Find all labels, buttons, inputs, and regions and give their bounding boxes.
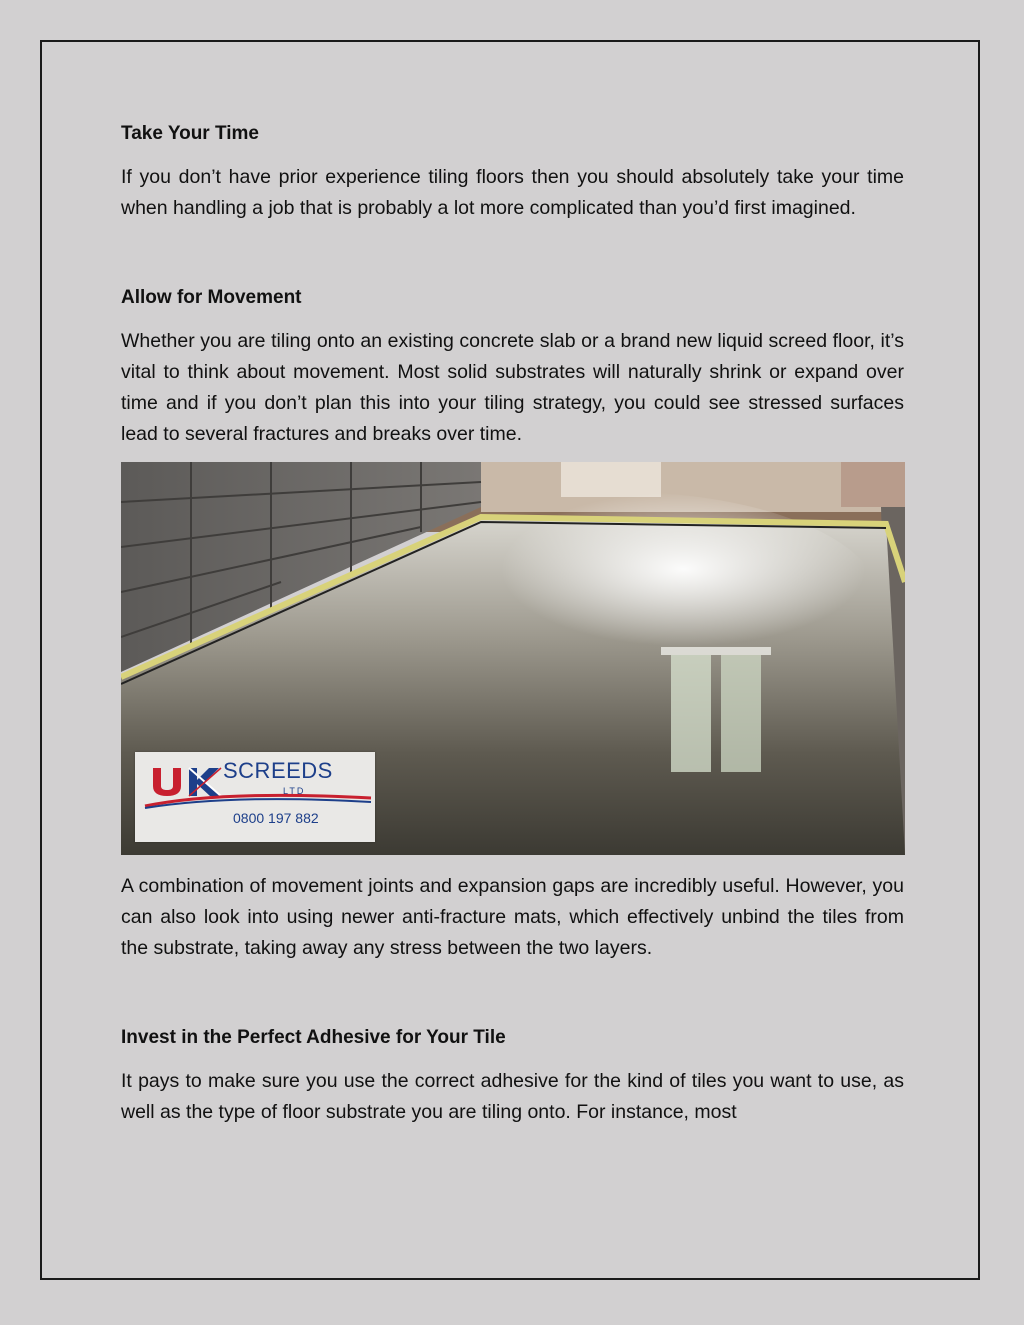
- article-content: [121, 118, 904, 1128]
- heading-invest-adhesive: Invest in the Perfect Adhesive for Your Tile: [121, 1027, 506, 1048]
- paragraph-movement-joints: A combination of movement joints and expansion gaps are incredibly useful. However, you can also look into using newer anti-fracture mats, which effectively unbind the tiles from the substrate, taking away any stress between the two layers.: [121, 875, 904, 959]
- uk-screeds-logo: [135, 752, 375, 842]
- logo-brand-text: SCREEDS: [223, 758, 333, 783]
- paragraph-take-your-time: If you don’t have prior experience tiling floors then you should absolutely take your time when handling a job that is probably a lot more complicated than you’d first imagined.: [121, 166, 904, 219]
- screed-floor-photo: [121, 462, 905, 855]
- logo-swoosh-icon: [143, 790, 373, 810]
- heading-allow-for-movement: Allow for Movement: [121, 287, 302, 308]
- logo-phone-number: 0800 197 882: [233, 810, 319, 826]
- paragraph-allow-for-movement: Whether you are tiling onto an existing concrete slab or a brand new liquid screed floor, it’s vital to think about movement. Most solid substrates will naturally shrink or expand over time and if you don’t plan this into your tiling strategy, you could see stressed surfaces lead to several fractures and breaks over time.: [121, 330, 904, 445]
- heading-take-your-time: Take Your Time: [121, 123, 259, 144]
- paragraph-invest-adhesive: It pays to make sure you use the correct adhesive for the kind of tiles you want to use, as well as the type of floor substrate you are tiling onto. For instance, most: [121, 1070, 904, 1123]
- logo-ltd-text: LTD: [283, 786, 306, 796]
